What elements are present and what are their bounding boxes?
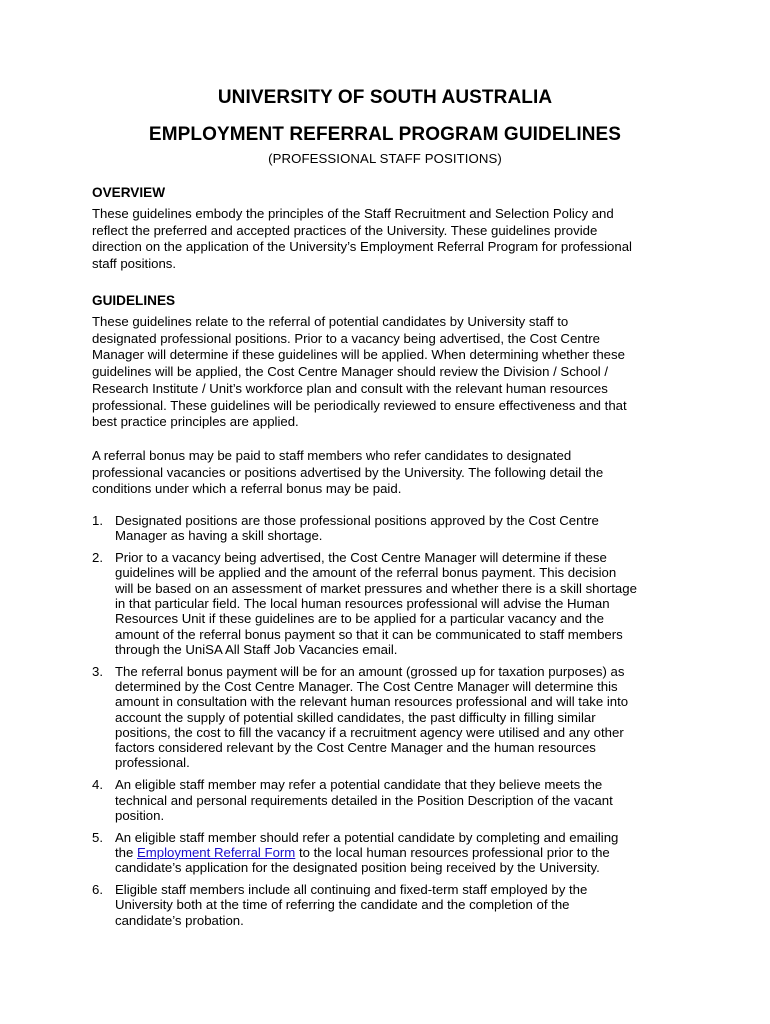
item-number: 4. <box>92 777 103 793</box>
university-title: UNIVERSITY OF SOUTH AUSTRALIA <box>217 87 553 108</box>
text-line: staff positions. <box>92 256 177 272</box>
text-line: professional vacancies or positions advertised by the University. The following detail the <box>92 464 604 480</box>
condition-item <box>92 830 692 876</box>
text-line: An eligible staff member may refer a potential candidate that they believe meets the <box>115 777 603 793</box>
text-line: direction on the application of the University’s Employment Referral Program for professional <box>92 239 632 255</box>
item-number: 5. <box>92 829 103 845</box>
text-line: University both at the time of referring the candidate and the completion of the <box>115 897 570 913</box>
text-line: The referral bonus payment will be for an amount (grossed up for taxation purposes) as <box>115 663 625 679</box>
document-title: EMPLOYMENT REFERRAL PROGRAM GUIDELINES <box>148 124 622 145</box>
text-line: professional. <box>115 755 190 771</box>
text-line: account the supply of potential skilled candidates, the past difficulty in filling similar <box>115 709 596 725</box>
guidelines-heading: GUIDELINES <box>92 293 176 308</box>
text-fragment: the <box>115 844 137 860</box>
text-line: best practice principles are applied. <box>92 414 299 430</box>
text-line: These guidelines embody the principles of the Staff Recruitment and Selection Policy and <box>92 206 614 221</box>
text-line: guidelines will be applied and the amount of the referral bonus payment. This decision <box>115 565 617 581</box>
text-line <box>115 845 692 860</box>
text-line: A referral bonus may be paid to staff members who refer candidates to designated <box>92 448 572 463</box>
text-fragment: to the local human resources professional prior to the <box>295 844 610 860</box>
text-line: Research Institute / Unit’s workforce plan and consult with the relevant human resources <box>92 380 608 396</box>
text-line: conditions under which a referral bonus may be paid. <box>92 481 402 497</box>
text-line: amount in consultation with the relevant human resources professional and will take into <box>115 694 629 710</box>
overview-paragraph <box>92 206 684 273</box>
text-line: These guidelines relate to the referral of potential candidates by University staff to <box>92 314 569 329</box>
text-line: determined by the Cost Centre Manager. The Cost Centre Manager will determine this <box>115 678 618 694</box>
text-line: Eligible staff members include all continuing and fixed-term staff employed by the <box>115 882 588 898</box>
text-line: position. <box>115 807 165 823</box>
conditions-list <box>92 513 692 928</box>
item-number: 6. <box>92 882 103 898</box>
employment-referral-form-link[interactable]: Employment Referral Form <box>137 844 296 860</box>
condition-item <box>92 882 692 928</box>
overview-heading: OVERVIEW <box>92 185 166 200</box>
text-line: candidate’s probation. <box>115 912 244 928</box>
text-line: Manager as having a skill shortage. <box>115 528 323 544</box>
text-line: through the UniSA All Staff Job Vacancies email. <box>115 641 398 657</box>
text-line: designated professional positions. Prior to a vacancy being advertised, the Cost Centre <box>92 330 601 346</box>
condition-item <box>92 513 692 544</box>
item-number: 2. <box>92 550 103 566</box>
condition-item <box>92 664 692 771</box>
text-line: Manager will determine if these guidelines will be applied. When determining whether these <box>92 347 625 363</box>
text-line: Resources Unit if these guidelines are to be applied for a particular vacancy and the <box>115 611 604 627</box>
text-line: will be based on an assessment of market pressures and whether there is a skill shortage <box>115 580 637 596</box>
text-line: reflect the preferred and accepted practices of the University. These guidelines provide <box>92 222 598 238</box>
text-line: professional. These guidelines will be periodically reviewed to ensure effectiveness and that <box>92 397 627 413</box>
text-line: candidate’s application for the designated position being received by the University. <box>115 860 600 876</box>
item-number: 1. <box>92 513 103 528</box>
guidelines-paragraph <box>92 314 684 431</box>
text-line: amount of the referral bonus payment so that it can be communicated to staff members <box>115 626 623 642</box>
condition-item <box>92 550 692 657</box>
document-subtitle: (PROFESSIONAL STAFF POSITIONS) <box>268 151 502 166</box>
text-line: factors considered relevant by the Cost Centre Manager and the human resources <box>115 740 596 756</box>
text-line: Prior to a vacancy being advertised, the Cost Centre Manager will determine if these <box>115 550 607 566</box>
text-line: An eligible staff member should refer a potential candidate by completing and emailing <box>115 829 619 845</box>
condition-item <box>92 777 692 823</box>
item-number: 3. <box>92 663 103 679</box>
text-line: guidelines will be applied, the Cost Centre Manager should review the Division / School / <box>92 364 609 380</box>
text-line: in that particular field. The local human resources professional will advise the Human <box>115 595 610 611</box>
text-line: technical and personal requirements detailed in the Position Description of the vacant <box>115 792 613 808</box>
text-line: Designated positions are those professional positions approved by the Cost Centre <box>115 513 599 528</box>
text-line: positions, the cost to fill the vacancy if a recruitment agency were utilised and any other <box>115 724 624 740</box>
referral-bonus-paragraph <box>92 448 684 498</box>
